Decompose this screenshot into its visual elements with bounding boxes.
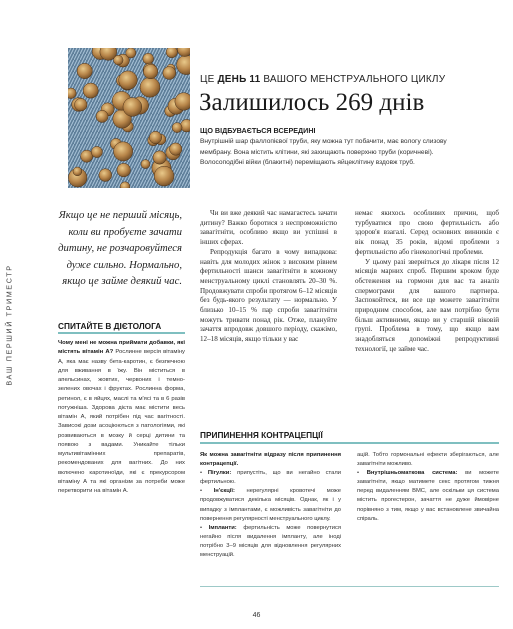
stop-heading-rule bbox=[200, 442, 499, 444]
main-column-left bbox=[200, 209, 337, 345]
main-paragraph: немає якихось особливих причин, щоб турбуватися про свою фертильність або здоров'я взагалі. Серед основних винників є вік понад 35 років, відомі проблеми з фертильністю або гінекологічні проблеми. bbox=[355, 209, 499, 256]
stop-intro bbox=[200, 451, 341, 469]
kicker-suffix: ВАШОГО МЕНСТРУАЛЬНОГО ЦИКЛУ bbox=[260, 74, 446, 85]
stop-column-right bbox=[357, 451, 499, 524]
side-section-label-text: ВАШ ПЕРШИЙ ТРИМЕСТР bbox=[4, 264, 14, 386]
diet-body bbox=[58, 339, 185, 496]
stop-item-text: припустіть, що ви негайно стали фертильною. bbox=[200, 470, 341, 486]
diet-question: Чому мені не можна приймати добавки, які містять вітамін А? bbox=[58, 340, 185, 356]
kicker-day: ДЕНЬ 11 bbox=[217, 74, 261, 85]
diet-heading: СПИТАЙТЕ В ДІЄТОЛОГА bbox=[58, 321, 162, 331]
fallopian-tube-microscope-image bbox=[68, 48, 190, 188]
stop-box-bottom-rule bbox=[200, 586, 499, 587]
stop-item: • Імпланти: фертильність може повернутися негайно після видалення імпланту, але іноді потрібно 3–9 місяців для відновлення регулярних менструацій. bbox=[200, 524, 341, 559]
page-number: 46 bbox=[252, 612, 261, 619]
page-kicker bbox=[200, 74, 445, 85]
stop-item-text: нерегулярні кровотечі може продовжуватися декілька місяців. Однак, як і у випадку з імплантами, є можливість завагітніти до повернення регулярності менструального циклу. bbox=[200, 488, 341, 522]
stop-item-label: Ін'єкції: bbox=[213, 488, 235, 495]
stop-intro-text: Як можна завагітніти відразу після припинення контрацепції. bbox=[200, 452, 341, 468]
happening-line: мембрану. Вона містить клітини, які захищають поверхню труби (коричневі). bbox=[200, 148, 434, 156]
stop-column-left bbox=[200, 451, 341, 560]
stop-item: • Пігулки: припустіть, що ви негайно стали фертильною. bbox=[200, 470, 341, 486]
stop-item-label: Внутрішньоматкова система: bbox=[366, 470, 458, 477]
diet-heading-rule bbox=[58, 332, 185, 334]
page-title: Залишилось 269 днів bbox=[199, 89, 425, 116]
stop-item-text: фертильність може повернутися негайно після видалення імпланту, але іноді потрібно 3–9 місяців для відновлення регулярних менструацій. bbox=[200, 524, 341, 559]
stop-heading: ПРИПИНЕННЯ КОНТРАЦЕПЦІЇ bbox=[200, 430, 323, 440]
happening-body bbox=[200, 137, 498, 169]
stop-continued: ацій. Тобто гормональні ефекти зберігаються, але завагітніти можливо. bbox=[357, 452, 499, 468]
main-paragraph: У цьому разі зверніться до лікаря після 12 місяців марних спроб. Першим кроком буде обстеження на гормони для вас та аналіз спермограми для вашого партнера. Заспокойтеся, ви все ще можете завагітніти природним способом, але вам потрібно бути більш активними, якщо ви у старшій віковій групі. Проблема в тому, що якщо вам знадобляться допоміжні репродуктивні технології, це займе час. bbox=[355, 257, 499, 353]
side-section-label bbox=[2, 250, 16, 400]
pull-quote: Якщо це не перший місяць, коли ви пробуєте зачати дитину, не розчаровуйтеся дуже сильно. Нормально, якщо це займе деякий час. bbox=[58, 209, 182, 287]
happening-line: Волосоподібні війки (блакитні) переміщають яйцеклітину вздовж труб. bbox=[200, 159, 415, 166]
kicker-prefix: ЦЕ bbox=[200, 74, 218, 85]
happening-line: Внутрішній шар фаллопієвої труби, яку можна тут побачити, має вологу слизову bbox=[200, 138, 447, 145]
diet-answer: Рослинне версія вітаміну А, яка має назву бета-каротин, є безпечною для вживання в їжу. Він міститься в апельсинах, жовтих, червоних і темно-зелених овочах і фруктах. Рослинна форма, ретинол, є в яйцях, маслі та м'ясі та в 6 разів потужніша. Здорова дієта має містити весь вітамін А, який потрібен під час вагітності. Зависокі дози асоціюються з патологіями, які розвиваються в мозку й серці дитини та появою з вадами. Уникайте тільки мультивітамінних препаратів, рекомендованих для вагітних. До них включено каротиноїди, які є прекурсором вітаміну А та які організм за потреби може перетворити на вітамін А. bbox=[58, 349, 185, 494]
stop-item-text: ви можете завагітніти, якщо матимете секс протягом тижня перед видаленням ВМС, але оскільки ця система містить прогестерон, зачаття не дуже ймовірне порівняно з тим, якщо у вас встановлене звичайна спіраль. bbox=[357, 470, 500, 522]
main-column-right bbox=[355, 209, 499, 355]
main-paragraph: Чи ви вже деякий час намагаєтесь зачати дитину? Важко боротися з неспроможністю завагітніти, особливо якщо ви успішні в інших сферах. bbox=[200, 209, 337, 247]
happening-heading: ЩО ВІДБУВАЄТЬСЯ ВСЕРЕДИНІ bbox=[200, 126, 316, 135]
stop-item: • Ін'єкції: нерегулярні кровотечі може продовжуватися декілька місяців. Однак, як і у випадку з імплантами, є можливість завагітніти до повернення регулярності менструального циклу. bbox=[200, 488, 341, 522]
stop-item-label: Пігулки: bbox=[207, 470, 232, 477]
stop-item-label: Імпланти: bbox=[208, 524, 237, 531]
main-paragraph: Репродукція багато в чому випадкова: навіть для молодих жінок з високим рівнем фертильності шанси завагітніти в кожному менструальному циклі становлять 20–30 %. Продовжувати спроби протягом 6–12 місяців без будь-якого результату — нормально. У близько 10–15 % пар спроби завагітніти можуть тривати понад рік. Отже, плануйте зачаття впродовж довшого періоду, скажімо, 12–18 місяців, якщо тільки у вас bbox=[200, 247, 337, 344]
stop-item: • Внутрішньоматкова система: ви можете завагітніти, якщо матимете секс протягом тижня перед видаленням ВМС, але оскільки ця система містить прогестерон, зачаття не дуже ймовірне порівняно з тим, якщо у вас встановлене звичайна спіраль. bbox=[357, 470, 500, 522]
